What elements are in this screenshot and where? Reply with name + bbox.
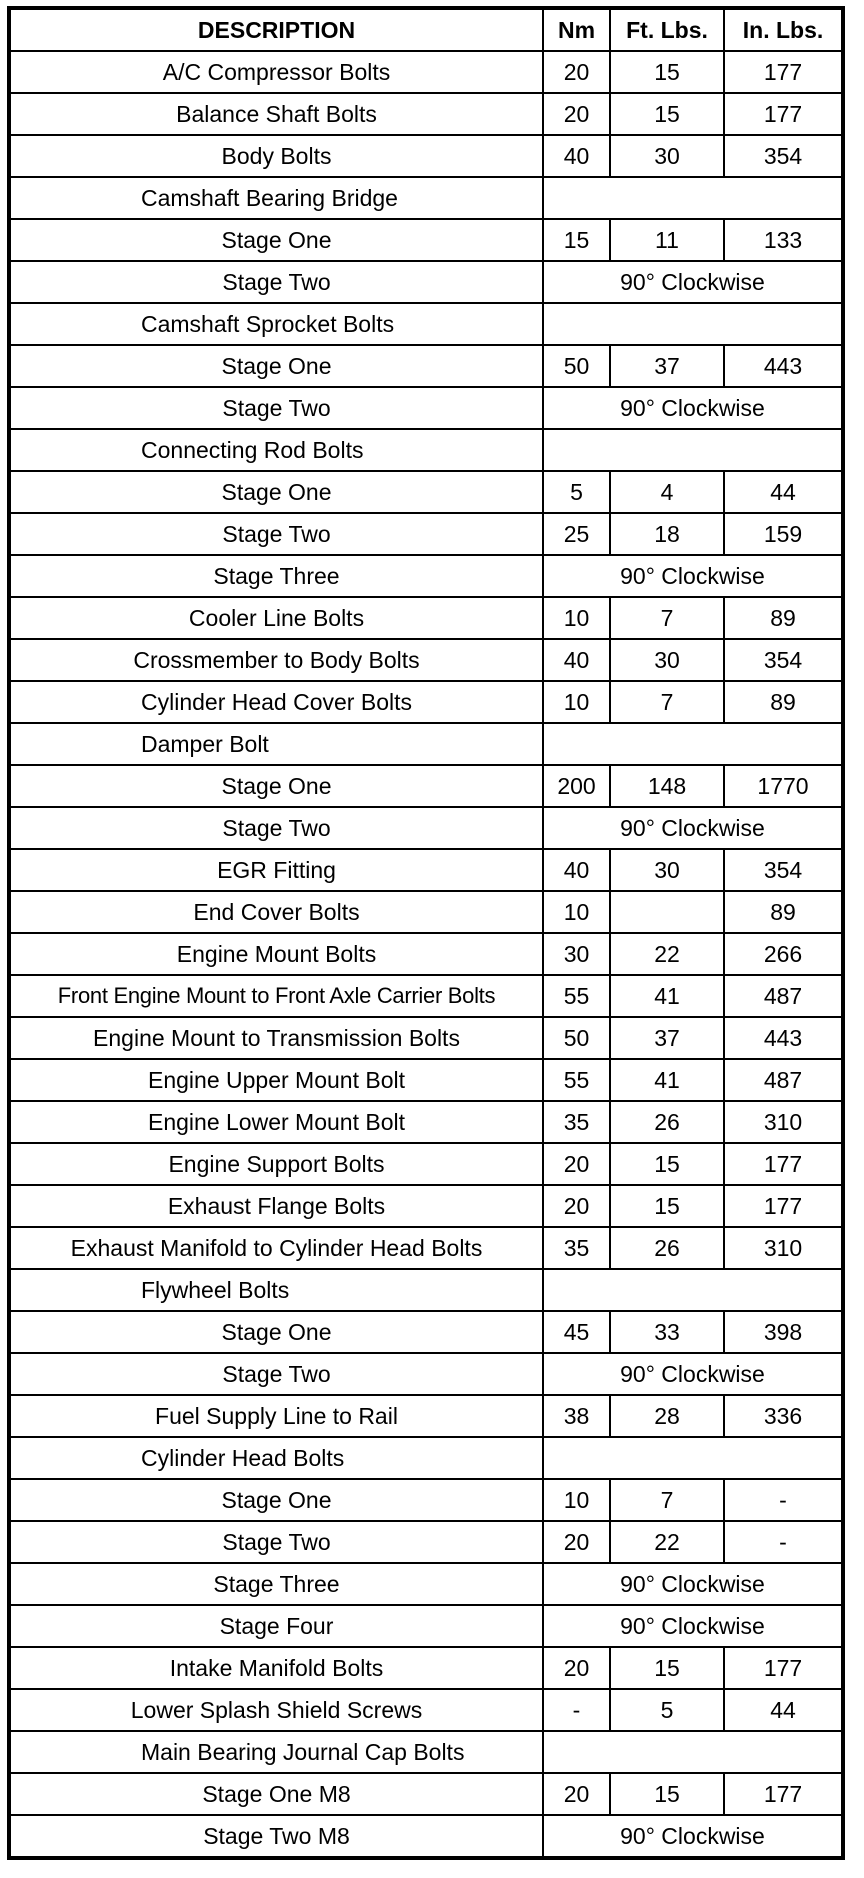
table-row: [9, 1395, 843, 1437]
group-heading-cell: Camshaft Bearing Bridge: [9, 177, 543, 219]
table-row: [9, 1059, 843, 1101]
nm-cell: 55: [543, 1059, 610, 1101]
in-lbs-cell: 354: [724, 639, 843, 681]
nm-cell: 10: [543, 891, 610, 933]
description-cell: Engine Mount to Transmission Bolts: [9, 1017, 543, 1059]
description-cell: End Cover Bolts: [9, 891, 543, 933]
description-cell: Balance Shaft Bolts: [9, 93, 543, 135]
ft-lbs-cell: 30: [610, 639, 724, 681]
ft-lbs-cell: 26: [610, 1227, 724, 1269]
group-heading-row: [9, 1731, 843, 1773]
table-row: [9, 513, 843, 555]
description-cell: Intake Manifold Bolts: [9, 1647, 543, 1689]
in-lbs-cell: 177: [724, 1773, 843, 1815]
nm-cell: 25: [543, 513, 610, 555]
description-cell: Stage One M8: [9, 1773, 543, 1815]
in-lbs-cell: 177: [724, 93, 843, 135]
ft-lbs-cell: [610, 891, 724, 933]
table-row: [9, 555, 843, 597]
in-lbs-cell: 310: [724, 1227, 843, 1269]
ft-lbs-cell: 7: [610, 681, 724, 723]
table-row: [9, 345, 843, 387]
table-row: [9, 1647, 843, 1689]
description-cell: Cooler Line Bolts: [9, 597, 543, 639]
description-cell: Stage Two: [9, 1521, 543, 1563]
description-cell: Fuel Supply Line to Rail: [9, 1395, 543, 1437]
in-lbs-cell: 354: [724, 849, 843, 891]
table-row: [9, 1815, 843, 1858]
nm-cell: 40: [543, 639, 610, 681]
nm-cell: 20: [543, 1185, 610, 1227]
description-cell: Exhaust Manifold to Cylinder Head Bolts: [9, 1227, 543, 1269]
empty-value-cell: [543, 1731, 843, 1773]
ft-lbs-cell: 26: [610, 1101, 724, 1143]
description-cell: Engine Lower Mount Bolt: [9, 1101, 543, 1143]
ft-lbs-cell: 15: [610, 1185, 724, 1227]
in-lbs-cell: 89: [724, 891, 843, 933]
description-cell: Body Bolts: [9, 135, 543, 177]
torque-spec-table: [7, 6, 845, 1860]
table-row: [9, 261, 843, 303]
nm-cell: 35: [543, 1101, 610, 1143]
table-row: [9, 1185, 843, 1227]
angle-spec-cell: 90° Clockwise: [543, 807, 843, 849]
header-row: [9, 8, 843, 51]
description-cell: Stage Three: [9, 1563, 543, 1605]
table-row: [9, 933, 843, 975]
in-lbs-cell: 1770: [724, 765, 843, 807]
ft-lbs-cell: 148: [610, 765, 724, 807]
ft-lbs-cell: 28: [610, 1395, 724, 1437]
description-cell: Stage Two: [9, 1353, 543, 1395]
table-row: [9, 1311, 843, 1353]
nm-cell: 55: [543, 975, 610, 1017]
description-cell: Stage Two: [9, 261, 543, 303]
nm-cell: 5: [543, 471, 610, 513]
nm-cell: -: [543, 1689, 610, 1731]
ft-lbs-cell: 18: [610, 513, 724, 555]
ft-lbs-cell: 41: [610, 975, 724, 1017]
empty-value-cell: [543, 177, 843, 219]
ft-lbs-cell: 37: [610, 345, 724, 387]
table-row: [9, 639, 843, 681]
nm-cell: 20: [543, 51, 610, 93]
description-cell: Engine Support Bolts: [9, 1143, 543, 1185]
description-cell: Engine Mount Bolts: [9, 933, 543, 975]
in-lbs-cell: -: [724, 1521, 843, 1563]
in-lbs-cell: 310: [724, 1101, 843, 1143]
table-row: [9, 1353, 843, 1395]
column-header-nm: Nm: [543, 8, 610, 51]
group-heading-cell: Damper Bolt: [9, 723, 543, 765]
ft-lbs-cell: 22: [610, 933, 724, 975]
column-header-ft-lbs: Ft. Lbs.: [610, 8, 724, 51]
in-lbs-cell: 443: [724, 345, 843, 387]
table-row: [9, 219, 843, 261]
description-cell: Stage Four: [9, 1605, 543, 1647]
ft-lbs-cell: 15: [610, 1647, 724, 1689]
ft-lbs-cell: 15: [610, 93, 724, 135]
table-row: [9, 1227, 843, 1269]
in-lbs-cell: 336: [724, 1395, 843, 1437]
ft-lbs-cell: 22: [610, 1521, 724, 1563]
description-cell: Stage One: [9, 765, 543, 807]
description-cell: Stage Two M8: [9, 1815, 543, 1858]
empty-value-cell: [543, 1269, 843, 1311]
description-cell: Engine Upper Mount Bolt: [9, 1059, 543, 1101]
description-cell: Stage One: [9, 219, 543, 261]
table-row: [9, 765, 843, 807]
description-cell: Lower Splash Shield Screws: [9, 1689, 543, 1731]
group-heading-cell: Connecting Rod Bolts: [9, 429, 543, 471]
column-header-description: DESCRIPTION: [9, 8, 543, 51]
in-lbs-cell: 177: [724, 1143, 843, 1185]
nm-cell: 35: [543, 1227, 610, 1269]
ft-lbs-cell: 30: [610, 135, 724, 177]
angle-spec-cell: 90° Clockwise: [543, 1605, 843, 1647]
group-heading-row: [9, 1269, 843, 1311]
table-row: [9, 849, 843, 891]
nm-cell: 20: [543, 1143, 610, 1185]
description-cell: Crossmember to Body Bolts: [9, 639, 543, 681]
group-heading-row: [9, 303, 843, 345]
description-cell: Stage One: [9, 471, 543, 513]
in-lbs-cell: 177: [724, 1185, 843, 1227]
table-row: [9, 1689, 843, 1731]
nm-cell: 20: [543, 93, 610, 135]
table-row: [9, 1521, 843, 1563]
table-row: [9, 93, 843, 135]
in-lbs-cell: 398: [724, 1311, 843, 1353]
nm-cell: 40: [543, 849, 610, 891]
nm-cell: 45: [543, 1311, 610, 1353]
description-cell: Stage Two: [9, 387, 543, 429]
ft-lbs-cell: 15: [610, 51, 724, 93]
in-lbs-cell: 133: [724, 219, 843, 261]
table-row: [9, 891, 843, 933]
description-cell: EGR Fitting: [9, 849, 543, 891]
table-header: [9, 8, 843, 51]
in-lbs-cell: 487: [724, 1059, 843, 1101]
in-lbs-cell: 177: [724, 51, 843, 93]
table-row: [9, 387, 843, 429]
ft-lbs-cell: 41: [610, 1059, 724, 1101]
ft-lbs-cell: 37: [610, 1017, 724, 1059]
nm-cell: 20: [543, 1647, 610, 1689]
nm-cell: 200: [543, 765, 610, 807]
angle-spec-cell: 90° Clockwise: [543, 1353, 843, 1395]
nm-cell: 10: [543, 597, 610, 639]
table-row: [9, 1143, 843, 1185]
table-row: [9, 1017, 843, 1059]
ft-lbs-cell: 7: [610, 597, 724, 639]
in-lbs-cell: 354: [724, 135, 843, 177]
in-lbs-cell: 89: [724, 681, 843, 723]
in-lbs-cell: -: [724, 1479, 843, 1521]
nm-cell: 40: [543, 135, 610, 177]
angle-spec-cell: 90° Clockwise: [543, 555, 843, 597]
empty-value-cell: [543, 303, 843, 345]
description-cell: Front Engine Mount to Front Axle Carrier Bolts: [9, 975, 543, 1017]
nm-cell: 10: [543, 681, 610, 723]
nm-cell: 10: [543, 1479, 610, 1521]
table-row: [9, 471, 843, 513]
in-lbs-cell: 44: [724, 1689, 843, 1731]
table-row: [9, 51, 843, 93]
ft-lbs-cell: 15: [610, 1773, 724, 1815]
angle-spec-cell: 90° Clockwise: [543, 1563, 843, 1605]
table-row: [9, 681, 843, 723]
table-row: [9, 807, 843, 849]
in-lbs-cell: 443: [724, 1017, 843, 1059]
angle-spec-cell: 90° Clockwise: [543, 1815, 843, 1858]
table-body: [9, 51, 843, 1858]
in-lbs-cell: 266: [724, 933, 843, 975]
group-heading-row: [9, 1437, 843, 1479]
angle-spec-cell: 90° Clockwise: [543, 261, 843, 303]
in-lbs-cell: 89: [724, 597, 843, 639]
group-heading-cell: Flywheel Bolts: [9, 1269, 543, 1311]
nm-cell: 30: [543, 933, 610, 975]
nm-cell: 20: [543, 1773, 610, 1815]
table-row: [9, 1479, 843, 1521]
table-row: [9, 975, 843, 1017]
column-header-in-lbs: In. Lbs.: [724, 8, 843, 51]
description-cell: Stage Two: [9, 513, 543, 555]
group-heading-row: [9, 177, 843, 219]
in-lbs-cell: 159: [724, 513, 843, 555]
table-row: [9, 1773, 843, 1815]
description-cell: Stage One: [9, 1311, 543, 1353]
nm-cell: 15: [543, 219, 610, 261]
ft-lbs-cell: 11: [610, 219, 724, 261]
description-cell: A/C Compressor Bolts: [9, 51, 543, 93]
table-row: [9, 1605, 843, 1647]
ft-lbs-cell: 7: [610, 1479, 724, 1521]
description-cell: Exhaust Flange Bolts: [9, 1185, 543, 1227]
nm-cell: 38: [543, 1395, 610, 1437]
nm-cell: 50: [543, 1017, 610, 1059]
ft-lbs-cell: 4: [610, 471, 724, 513]
in-lbs-cell: 177: [724, 1647, 843, 1689]
ft-lbs-cell: 33: [610, 1311, 724, 1353]
nm-cell: 20: [543, 1521, 610, 1563]
group-heading-cell: Main Bearing Journal Cap Bolts: [9, 1731, 543, 1773]
group-heading-cell: Cylinder Head Bolts: [9, 1437, 543, 1479]
ft-lbs-cell: 30: [610, 849, 724, 891]
nm-cell: 50: [543, 345, 610, 387]
group-heading-row: [9, 429, 843, 471]
angle-spec-cell: 90° Clockwise: [543, 387, 843, 429]
table-row: [9, 597, 843, 639]
description-cell: Stage Two: [9, 807, 543, 849]
in-lbs-cell: 487: [724, 975, 843, 1017]
ft-lbs-cell: 5: [610, 1689, 724, 1731]
in-lbs-cell: 44: [724, 471, 843, 513]
table-row: [9, 1101, 843, 1143]
description-cell: Stage One: [9, 345, 543, 387]
description-cell: Stage Three: [9, 555, 543, 597]
table-row: [9, 1563, 843, 1605]
description-cell: Cylinder Head Cover Bolts: [9, 681, 543, 723]
empty-value-cell: [543, 429, 843, 471]
ft-lbs-cell: 15: [610, 1143, 724, 1185]
empty-value-cell: [543, 723, 843, 765]
group-heading-row: [9, 723, 843, 765]
description-cell: Stage One: [9, 1479, 543, 1521]
group-heading-cell: Camshaft Sprocket Bolts: [9, 303, 543, 345]
empty-value-cell: [543, 1437, 843, 1479]
table-row: [9, 135, 843, 177]
